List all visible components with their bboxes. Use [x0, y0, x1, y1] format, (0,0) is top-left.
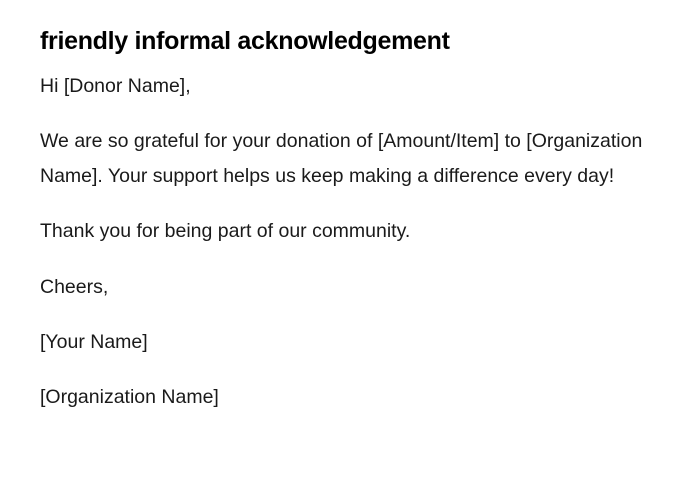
signoff-line: Cheers,: [40, 276, 109, 298]
organization-name: [Organization Name]: [40, 386, 219, 408]
letter-title: friendly informal acknowledgement: [40, 27, 450, 55]
greeting-line: Hi [Donor Name],: [40, 75, 191, 97]
body-paragraph: We are so grateful for your donation of [Amount/Item] to [Organization Name]. Your support helps us keep making a difference every day!: [40, 130, 643, 187]
thanks-line: Thank you for being part of our community.: [40, 220, 411, 242]
sender-name: [Your Name]: [40, 331, 148, 353]
